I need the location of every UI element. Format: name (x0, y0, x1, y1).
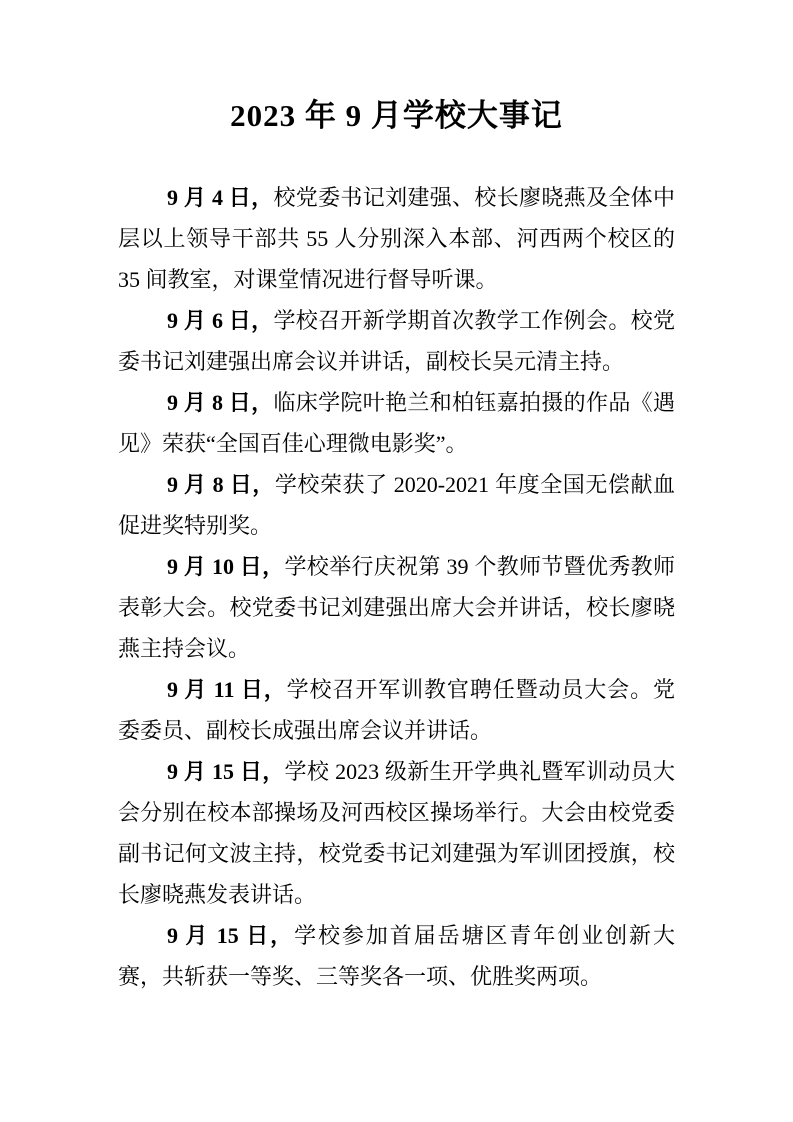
event-text: 学校荣获了 2020-2021 年度全国无偿献血促进奖特别奖。 (118, 472, 675, 538)
event-date: 9 月 8 日， (167, 472, 275, 497)
event-paragraph (118, 546, 675, 669)
event-paragraph (118, 464, 675, 546)
event-text: 学校召开新学期首次教学工作例会。校党委书记刘建强出席会议并讲话，副校长吴元清主持。 (118, 308, 675, 374)
event-text: 学校召开军训教官聘任暨动员大会。党委委员、副校长成强出席会议并讲话。 (118, 677, 675, 743)
document-body (118, 177, 675, 997)
event-paragraph (118, 300, 675, 382)
event-date: 9 月 6 日， (167, 308, 274, 333)
event-text: 学校参加首届岳塘区青年创业创新大赛，共斩获一等奖、三等奖各一项、优胜奖两项。 (118, 923, 675, 989)
event-date: 9 月 15 日， (167, 923, 295, 948)
event-date: 9 月 15 日， (167, 759, 285, 784)
event-text: 学校举行庆祝第 39 个教师节暨优秀教师表彰大会。校党委书记刘建强出席大会并讲话，校长廖晓燕主持会议。 (118, 554, 675, 661)
event-paragraph (118, 751, 675, 915)
event-paragraph (118, 915, 675, 997)
event-paragraph (118, 669, 675, 751)
document-title: 2023 年 9 月学校大事记 (230, 98, 563, 133)
event-text: 校党委书记刘建强、校长廖晓燕及全体中层以上领导干部共 55 人分别深入本部、河西两个校区的 35 间教室，对课堂情况进行督导听课。 (118, 185, 675, 292)
event-date: 9 月 8 日， (167, 390, 274, 415)
event-paragraph (118, 382, 675, 464)
event-date: 9 月 4 日， (167, 185, 274, 210)
event-text: 临床学院叶艳兰和柏钰嘉拍摄的作品《遇见》荣获“全国百佳心理微电影奖”。 (118, 390, 675, 456)
event-paragraph (118, 177, 675, 300)
event-date: 9 月 11 日， (167, 677, 287, 702)
event-text: 学校 2023 级新生开学典礼暨军训动员大会分别在校本部操场及河西校区操场举行。大会由校党委副书记何文波主持，校党委书记刘建强为军训团授旗，校长廖晓燕发表讲话。 (118, 759, 675, 907)
event-date: 9 月 10 日， (167, 554, 285, 579)
